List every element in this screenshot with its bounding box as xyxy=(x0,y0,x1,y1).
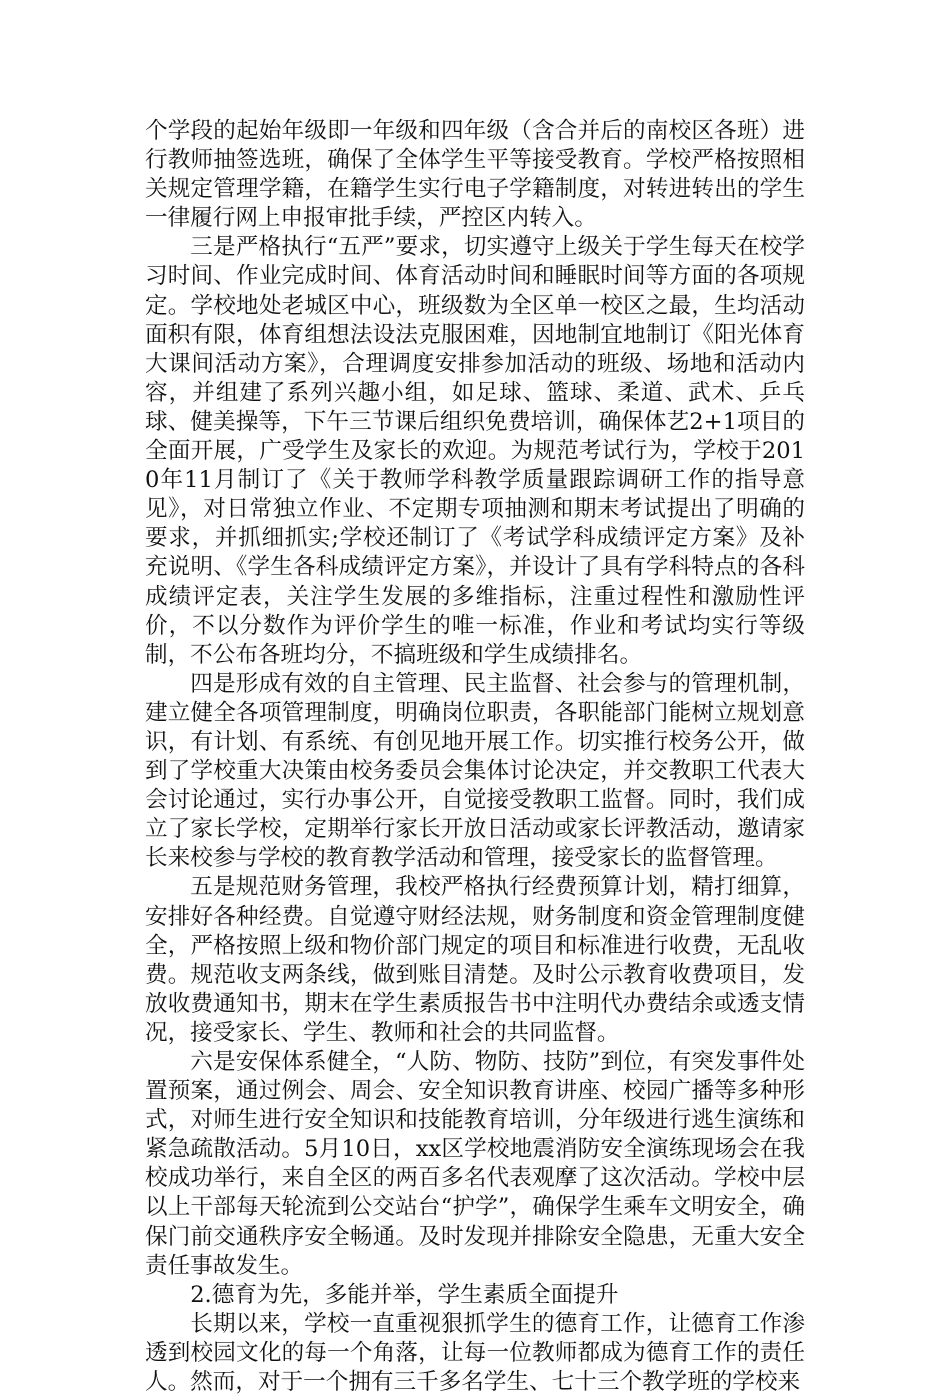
paragraph-moral-education: 长期以来，学校一直重视狠抓学生的德育工作，让德育工作渗透到校园文化的每一个角落，让每一位教师都成为德育工作的责任人。然而，对于一个拥有三千多名学生、七十三个教学班的学校来 xyxy=(145,1310,805,1396)
paragraph-continuation: 个学段的起始年级即一年级和四年级（含合并后的南校区各班）进行教师抽签选班，确保了全体学生平等接受教育。学校严格按照相关规定管理学籍，在籍学生实行电子学籍制度，对转进转出的学生一律履行网上申报审批手续，严控区内转入。 xyxy=(145,118,805,232)
document-body xyxy=(145,117,805,1397)
paragraph-security-system: 六是安保体系健全，“人防、物防、技防”到位，有突发事件处置预案，通过例会、周会、安全知识教育讲座、校园广播等多种形式，对师生进行安全知识和技能教育培训，分年级进行逃生演练和紧急疏散活动。5月10日，xx区学校地震消防安全演练现场会在我校成功举行，来自全区的两百多名代表观摩了这次活动。学校中层以上干部每天轮流到公交站台“护学”，确保学生乘车文明安全，确保门前交通秩序安全畅通。及时发现并排除安全隐患，无重大安全责任事故发生。 xyxy=(145,1049,805,1279)
paragraph-five-strict: 三是严格执行“五严”要求，切实遵守上级关于学生每天在校学习时间、作业完成时间、体育活动时间和睡眠时间等方面的各项规定。学校地处老城区中心，班级数为全区单一校区之最，生均活动面积有限，体育组想法设法克服困难，因地制宜地制订《阳光体育大课间活动方案》，合理调度安排参加活动的班级、场地和活动内容，并组建了系列兴趣小组，如足球、篮球、柔道、武术、乒乓球、健美操等，下午三节课后组织免费培训，确保体艺2+1项目的全面开展，广受学生及家长的欢迎。为规范考试行为，学校于2010年11月制订了《关于教师学科教学质量跟踪调研工作的指导意见》，对日常独立作业、不定期专项抽测和期末考试提出了明确的要求，并抓细抓实;学校还制订了《考试学科成绩评定方案》及补充说明、《学生各科成绩评定方案》，并设计了具有学科特点的各科成绩评定表，关注学生发展的多维指标，注重过程性和激励性评价，不以分数作为评价学生的唯一标准，作业和考试均实行等级制，不公布各班均分，不搞班级和学生成绩排名。 xyxy=(145,234,805,668)
paragraph-management-mechanism: 四是形成有效的自主管理、民主监督、社会参与的管理机制，建立健全各项管理制度，明确岗位职责，各职能部门能树立规划意识，有计划、有系统、有创见地开展工作。切实推行校务公开，做到了学校重大决策由校务委员会集体讨论决定，并交教职工代表大会讨论通过，实行办事公开，自觉接受教职工监督。同时，我们成立了家长学校，定期举行家长开放日活动或家长评教活动，邀请家长来校参与学校的教育教学活动和管理，接受家长的监督管理。 xyxy=(145,670,805,872)
section-heading-moral-education: 2.德育为先，多能并举，学生素质全面提升 xyxy=(190,1281,619,1308)
paragraph-financial-management: 五是规范财务管理，我校严格执行经费预算计划，精打细算，安排好各种经费。自觉遵守财经法规，财务制度和资金管理制度健全，严格按照上级和物价部门规定的项目和标准进行收费，无乱收费。规范收支两条线，做到账目清楚。及时公示教育收费项目，发放收费通知书，期末在学生素质报告书中注明代办费结余或透支情况，接受家长、学生、教师和社会的共同监督。 xyxy=(145,874,805,1046)
